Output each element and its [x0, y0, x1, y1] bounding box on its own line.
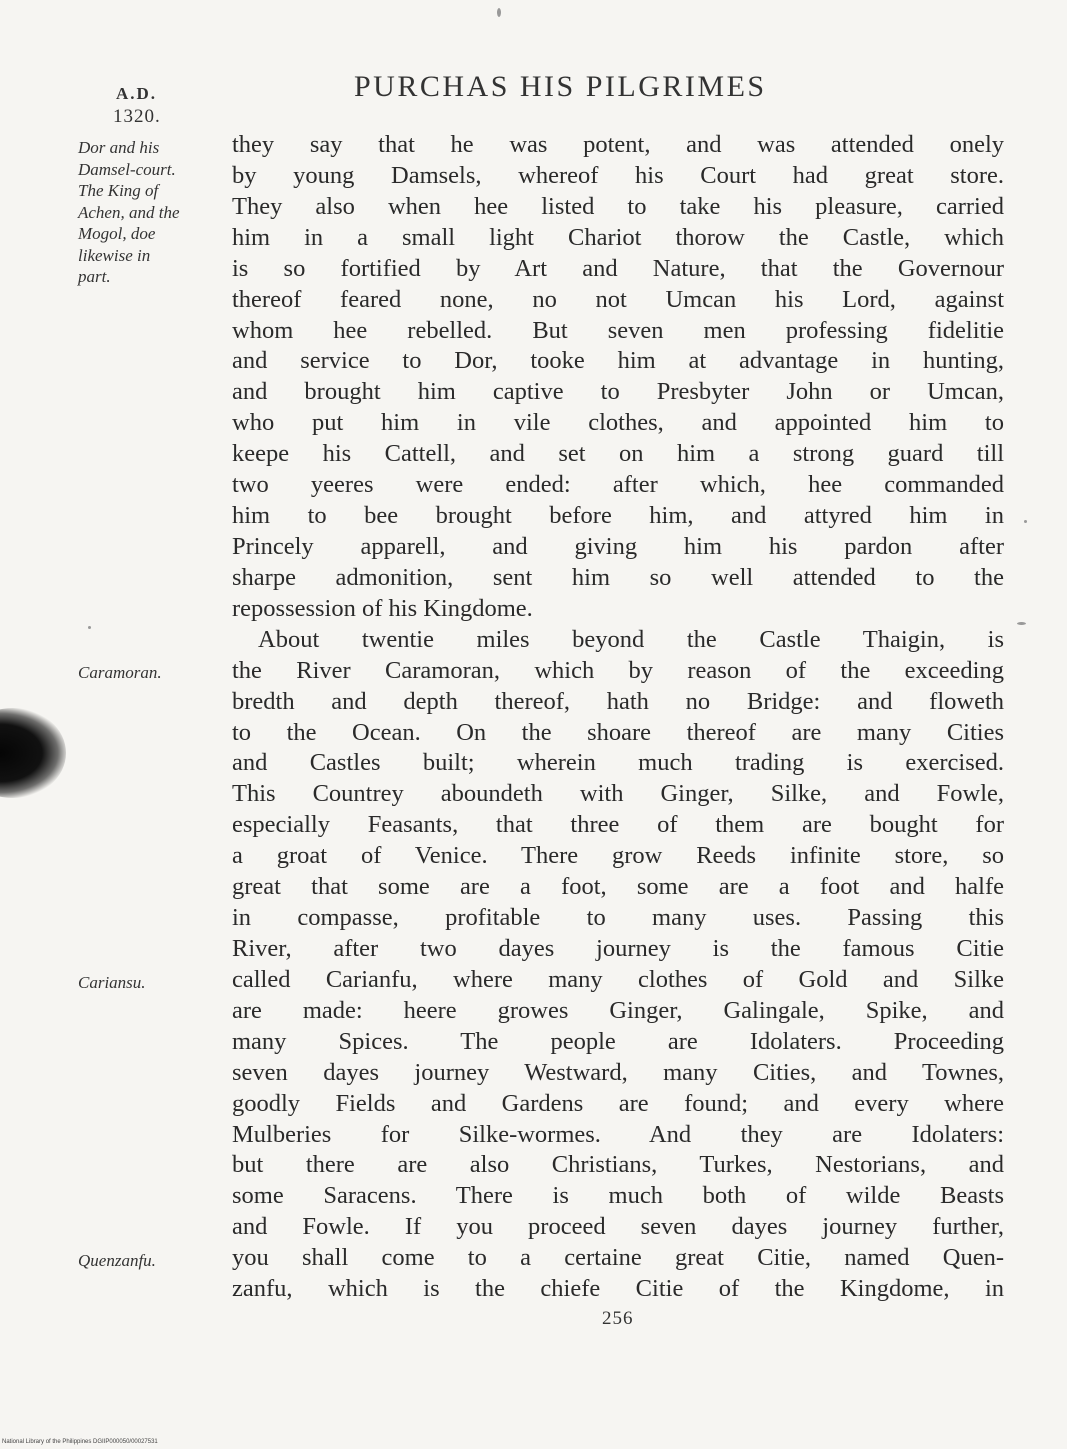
- margin-note-line: Caramoran.: [78, 663, 162, 682]
- year-value: 1320.: [113, 106, 161, 127]
- margin-note-line: Dor and his: [78, 138, 160, 157]
- text-line: sharpe admonition, sent him so well attended to the: [232, 563, 1004, 591]
- body-text: [232, 130, 1004, 1305]
- text-line: are made: heere growes Ginger, Galingale, Spike, and: [232, 996, 1004, 1024]
- text-line: This Countrey aboundeth with Ginger, Silke, and Fowle,: [232, 780, 1004, 808]
- text-line: About twentie miles beyond the Castle Thaigin, is: [258, 625, 1004, 653]
- margin-note-line: Damsel-court.: [78, 159, 176, 179]
- text-line: by young Damsels, whereof his Court had great store.: [232, 161, 1004, 189]
- margin-note-line: likewise in: [78, 245, 151, 265]
- text-line: and Fowle. If you proceed seven dayes journey further,: [232, 1213, 1004, 1241]
- scan-credit: National Library of the Philippines DGIIP000050/00027531: [2, 1439, 158, 1445]
- text-line: and Castles built; wherein much trading is exercised.: [232, 749, 1004, 777]
- text-line: called Carianfu, where many clothes of Gold and Silke: [232, 965, 1004, 993]
- scan-speck: [497, 8, 501, 17]
- margin-note-line: Cariansu.: [78, 973, 146, 992]
- margin-note-caramoran: [78, 662, 162, 684]
- text-line: him to bee brought before him, and attyred him in: [232, 502, 1004, 530]
- text-line: you shall come to a certaine great Citie, named Quen-: [232, 1244, 1004, 1272]
- text-line: but there are also Christians, Turkes, Nestorians, and: [232, 1151, 1004, 1179]
- text-line: zanfu, which is the chiefe Citie of the Kingdome, in: [232, 1275, 1004, 1303]
- text-line: They also when hee listed to take his pleasure, carried: [232, 192, 1004, 220]
- text-line: many Spices. The people are Idolaters. Proceeding: [232, 1027, 1004, 1055]
- margin-note-dor: [78, 137, 180, 288]
- text-line: and service to Dor, tooke him at advantage in hunting,: [232, 347, 1004, 375]
- margin-note-quenzanfu: [78, 1250, 156, 1272]
- margin-note-line: part.: [78, 267, 111, 286]
- page-number: 256: [602, 1308, 634, 1329]
- year-label: A.D.: [116, 84, 158, 103]
- running-title: PURCHAS HIS PILGRIMES: [354, 70, 767, 103]
- margin-note-cariansu: [78, 972, 146, 994]
- text-line: to the Ocean. On the shoare thereof are many Cities: [232, 718, 1004, 746]
- text-line: keepe his Cattell, and set on him a strong guard till: [232, 440, 1004, 468]
- text-line: Princely apparell, and giving him his pardon after: [232, 532, 1004, 560]
- text-line: a groat of Venice. There grow Reeds infinite store, so: [232, 842, 1004, 870]
- margin-note-line: The King of: [78, 181, 159, 200]
- text-line: Mulberies for Silke-wormes. And they are Idolaters:: [232, 1120, 1004, 1148]
- text-line: they say that he was potent, and was attended onely: [232, 131, 1004, 158]
- text-line: repossession of his Kingdome.: [232, 594, 533, 622]
- text-line: the River Caramoran, which by reason of the exceeding: [232, 656, 1004, 684]
- text-line: and brought him captive to Presbyter John or Umcan,: [232, 378, 1004, 406]
- text-line: is so fortified by Art and Nature, that the Governour: [232, 254, 1004, 282]
- scan-speck: [1024, 520, 1027, 523]
- scan-thumb-shadow: [0, 708, 66, 798]
- text-line: River, after two dayes journey is the famous Citie: [232, 934, 1004, 962]
- scan-speck: [1017, 622, 1026, 625]
- text-line: whom hee rebelled. But seven men professing fidelitie: [232, 316, 1004, 344]
- text-line: two yeeres were ended: after which, hee commanded: [232, 471, 1004, 499]
- margin-note-line: Achen, and the: [78, 202, 180, 222]
- margin-note-line: Quenzanfu.: [78, 1251, 156, 1270]
- text-line: goodly Fields and Gardens are found; and every where: [232, 1089, 1004, 1117]
- text-line: thereof feared none, no not Umcan his Lord, against: [232, 285, 1004, 313]
- text-line: who put him in vile clothes, and appointed him to: [232, 409, 1004, 437]
- scan-speck: [88, 626, 91, 629]
- text-line: in compasse, profitable to many uses. Passing this: [232, 904, 1004, 932]
- text-line: some Saracens. There is much both of wilde Beasts: [232, 1182, 1004, 1210]
- text-line: bredth and depth thereof, hath no Bridge: and floweth: [232, 687, 1004, 715]
- text-line: especially Feasants, that three of them are bought for: [232, 811, 1004, 839]
- margin-note-line: Mogol, doe: [78, 224, 156, 243]
- text-line: great that some are a foot, some are a foot and halfe: [232, 873, 1004, 901]
- text-line: seven dayes journey Westward, many Cities, and Townes,: [232, 1058, 1004, 1086]
- text-line: him in a small light Chariot thorow the Castle, which: [232, 223, 1004, 251]
